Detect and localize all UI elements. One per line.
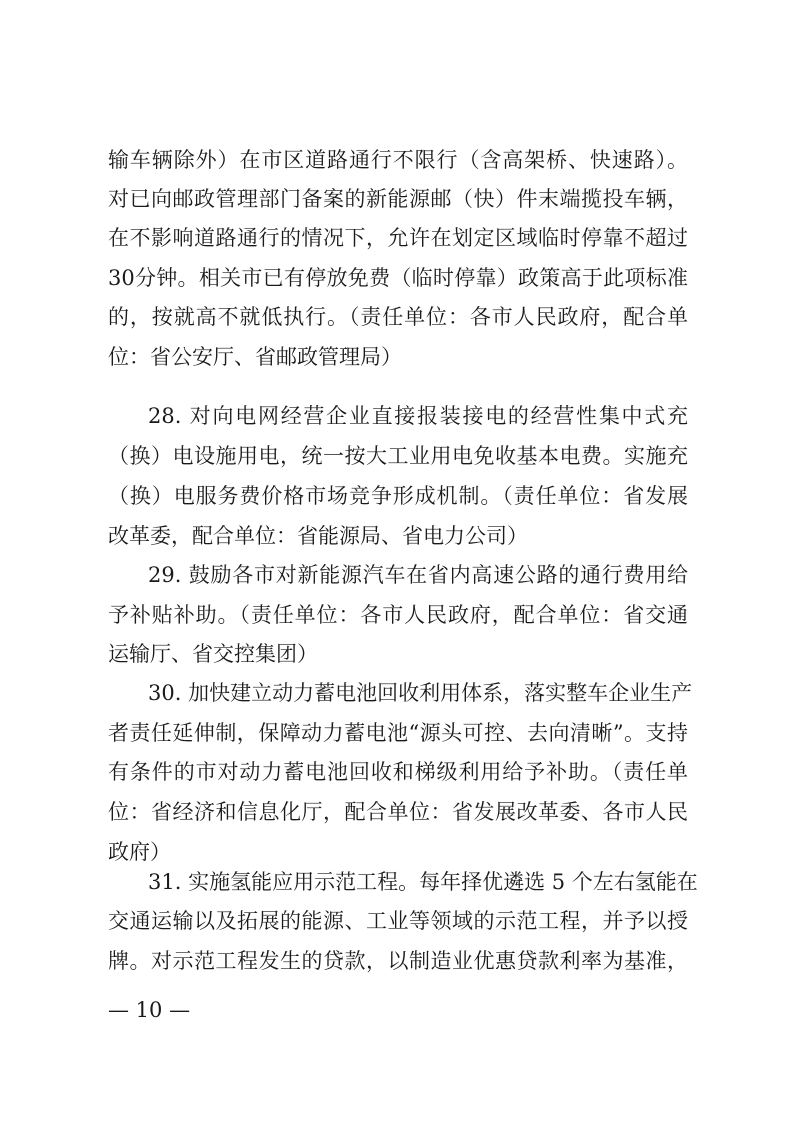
text-line: 输车辆除外）在市区道路通行不限行（含高架桥、快速路）。 bbox=[108, 148, 688, 172]
text-line: 的，按就高不就低执行。（责任单位：各市人民政府，配合单 bbox=[108, 305, 688, 329]
text-line: 在不影响道路通行的情况下，允许在划定区域临时停靠不超过 bbox=[108, 226, 688, 250]
paragraph-28-start: 28. 对向电网经营企业直接报装接电的经营性集中式充 bbox=[148, 404, 688, 428]
paragraph-29-start: 29. 鼓励各市对新能源汽车在省内高速公路的通行费用给 bbox=[148, 563, 688, 587]
paragraph-31-start: 31. 实施氢能应用示范工程。每年择优遴选 5 个左右氢能在 bbox=[148, 870, 698, 894]
text-line: 者责任延伸制，保障动力蓄电池“源头可控、去向清晰”。支持 bbox=[108, 721, 688, 745]
text-line: 交通运输以及拓展的能源、工业等领域的示范工程，并予以授 bbox=[108, 909, 688, 933]
text-line: 对已向邮政管理部门备案的新能源邮（快）件末端揽投车辆， bbox=[108, 187, 688, 211]
text-line: （换）电设施用电，统一按大工业用电免收基本电费。实施充 bbox=[108, 444, 688, 468]
text-line: （换）电服务费价格市场竞争形成机制。（责任单位：省发展 bbox=[108, 484, 688, 508]
paragraph-30-start: 30. 加快建立动力蓄电池回收利用体系，落实整车企业生产 bbox=[148, 681, 693, 705]
text-line: 牌。对示范工程发生的贷款，以制造业优惠贷款利率为基准， bbox=[108, 949, 688, 973]
text-line: 政府） bbox=[108, 840, 171, 864]
text-line: 予补贴补助。（责任单位：各市人民政府，配合单位：省交通 bbox=[108, 603, 688, 627]
page-number: — 10 — bbox=[108, 998, 191, 1022]
text-line: 位：省公安厅、省邮政管理局） bbox=[108, 345, 402, 369]
text-line: 位：省经济和信息化厅，配合单位：省发展改革委、各市人民 bbox=[108, 800, 688, 824]
text-line: 有条件的市对动力蓄电池回收和梯级利用给予补助。（责任单 bbox=[108, 760, 688, 784]
text-line: 30分钟。相关市已有停放免费（临时停靠）政策高于此项标准 bbox=[108, 266, 688, 290]
text-line: 改革委，配合单位：省能源局、省电力公司） bbox=[108, 524, 528, 548]
text-line: 运输厅、省交控集团） bbox=[108, 642, 318, 666]
